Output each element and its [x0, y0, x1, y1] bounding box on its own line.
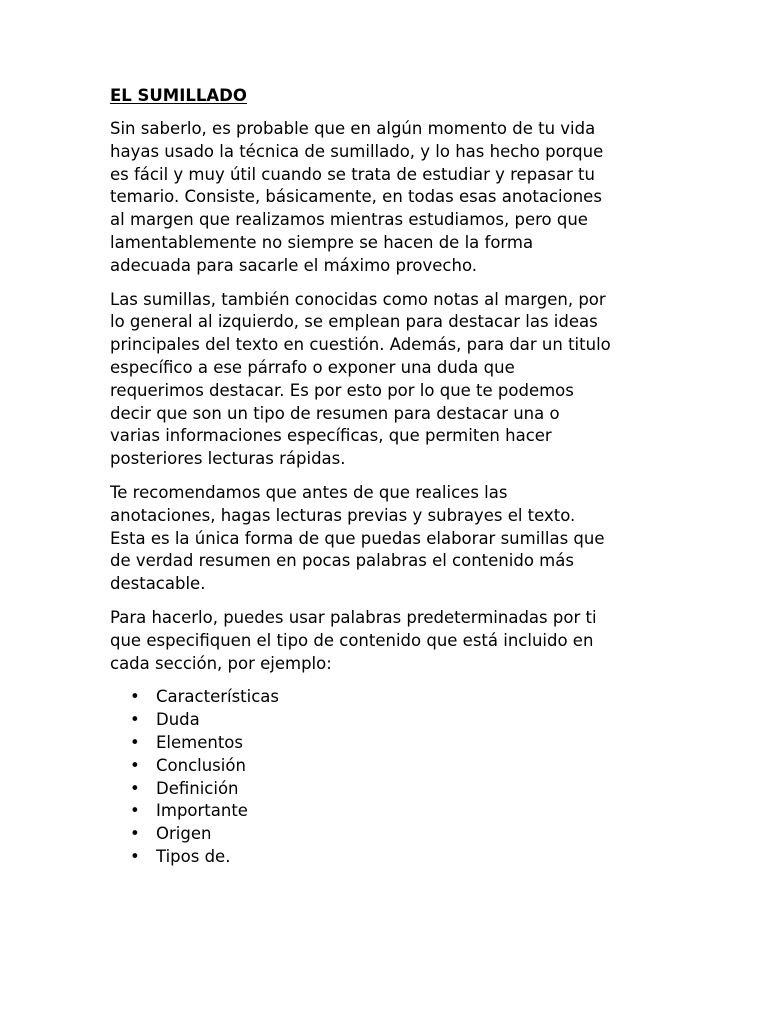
list-item-label: Tipos de. — [156, 846, 231, 866]
list-item — [110, 800, 668, 823]
bullet-icon: • — [130, 732, 140, 752]
bullet-icon: • — [130, 755, 140, 775]
list-item-label: Conclusión — [156, 755, 246, 775]
list-item — [110, 686, 668, 709]
bullet-icon: • — [130, 687, 140, 707]
list-item — [110, 732, 668, 755]
list-item — [110, 755, 668, 778]
list-item-label: Origen — [156, 824, 212, 844]
list-item-label: Duda — [156, 710, 200, 730]
bullet-icon: • — [130, 710, 140, 730]
list-item — [110, 823, 668, 846]
list-item-label: Características — [156, 687, 280, 707]
bullet-icon: • — [130, 846, 140, 866]
list-item — [110, 846, 668, 869]
bullet-icon: • — [130, 824, 140, 844]
bullet-icon: • — [130, 778, 140, 798]
document-title: EL SUMILLADO — [110, 86, 247, 105]
paragraph-definition: Las sumillas, también conocidas como notas al margen, por lo general al izquierdo, se emplean para destacar las ideas principales del texto en cuestión. Además, para dar un titulo específico a ese párrafo o exponer una duda que requerimos destacar. Es por esto por lo que te podemos decir que son un tipo de resumen para destacar una o varias informaciones específicas, que permiten hacer posteriores lecturas rápidas. — [110, 289, 611, 469]
bullet-icon: • — [130, 801, 140, 821]
list-item-label: Importante — [156, 801, 248, 821]
list-item — [110, 709, 668, 732]
paragraph-how-to: Para hacerlo, puedes usar palabras predeterminadas por ti que especifiquen el tipo de contenido que está incluido en cada sección, por ejemplo: — [110, 607, 597, 673]
paragraph-intro: Sin saberlo, es probable que en algún momento de tu vida hayas usado la técnica de sumillado, y lo has hecho porque es fácil y muy útil cuando se trata de estudiar y repasar tu temario. Consiste, básicamente, en todas esas anotaciones al margen que realizamos mientras estudiamos, pero que lamentablemente no siempre se hacen de la forma adecuada para sacarle el máximo provecho. — [110, 119, 604, 275]
list-item — [110, 778, 668, 801]
keyword-list — [110, 686, 668, 868]
list-item-label: Elementos — [156, 732, 244, 752]
paragraph-recommendation: Te recomendamos que antes de que realices las anotaciones, hagas lecturas previas y subrayes el texto. Esta es la única forma de que puedas elaborar sumillas que de verdad resumen en pocas palabras el contenido más destacable. — [110, 482, 605, 594]
list-item-label: Definición — [156, 778, 239, 798]
